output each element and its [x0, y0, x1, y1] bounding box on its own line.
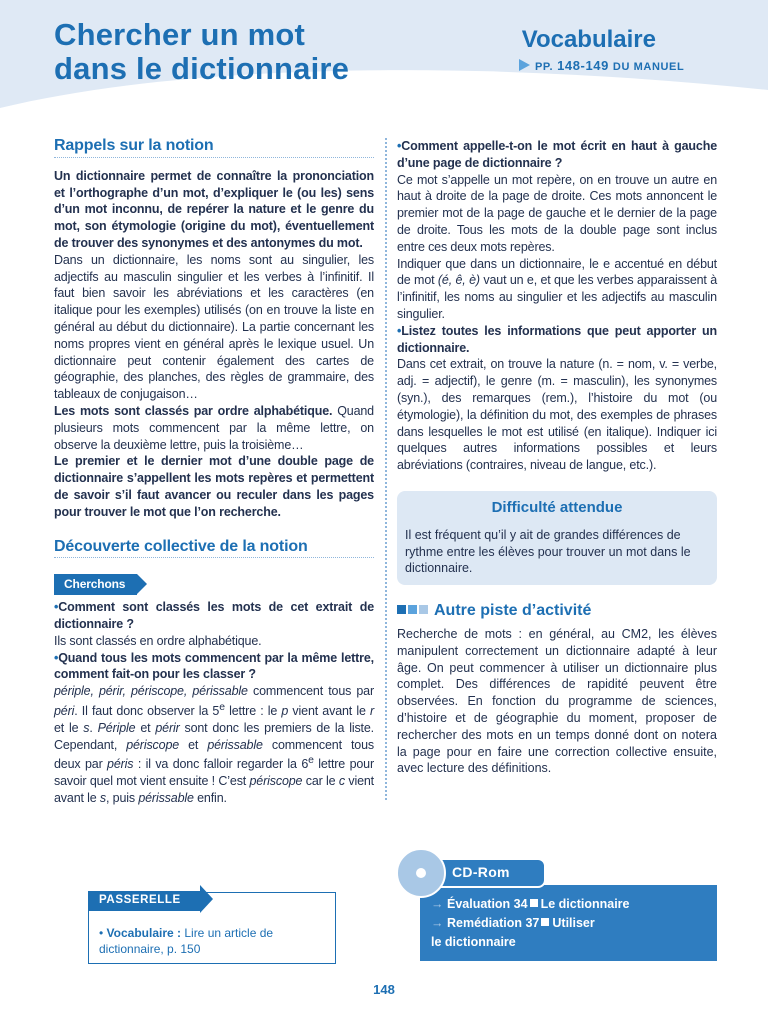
a2-peri: péri: [54, 704, 75, 719]
rappels-alpha-text: Quand plusieurs mots commencent par la même lettre, on observe la deuxième lettre, puis la troisième…: [54, 403, 374, 452]
a2-t9: et: [179, 737, 208, 752]
answer-3-p2: [397, 256, 717, 323]
question-4: [397, 323, 717, 357]
a3-p2-t2: vaut un e, et que les verbes apparaissent à l’infinitif, les noms au singulier et les adjectifs au masculin singulier.: [397, 273, 718, 321]
passerelle-bold: Vocabulaire :: [106, 926, 182, 940]
cdrom-line2-b: Utiliser: [552, 916, 595, 930]
cdrom-label: CD-Rom: [452, 864, 510, 880]
question-1-text: Comment sont classés les mots de cet extrait de dictionnaire ?: [54, 600, 374, 631]
bullet-icon: •: [397, 323, 402, 338]
bullet-icon: •: [54, 650, 59, 665]
rappels-paragraph: Dans un dictionnaire, les noms sont au singulier, les adjectifs au masculin singulier et les verbes à l’infinitif. Il faut bien savoir les abréviations et les caractères (en italique pour les exemples) utilisés (on en trouve la liste en général au début du dictionnaire). La partie concernant les noms propres vient en général après le lexique usuel. Un dictionnaire peut contenir également des cartes de géographie, des planches, des règles de grammaire, des tableaux de conjugaison…: [54, 252, 374, 402]
answer-4: Dans cet extrait, on trouve la nature (n. = nom, v. = verbe, adj. = adjectif), le genre (m. = masculin), les synonymes (syn.), des remarques (rem.), l’histoire du mot (ou étymologie), la définition du mot, des exemples de phrases dans lesquelles le mot est utilisé (en italique). Indiquer ici quelques autres informations possibles et leurs abréviations (contraires, niveau de langue, etc.).: [397, 357, 717, 473]
difficulty-title: Difficulté attendue: [491, 499, 623, 516]
a2-s: s: [83, 720, 90, 735]
a2-perissable2: périssable: [138, 791, 194, 806]
cdrom-line1-b: Le dictionnaire: [540, 897, 630, 911]
decouverte-heading: Découverte collective de la notion: [54, 539, 374, 559]
page-number: 148: [373, 982, 395, 997]
page-title: [54, 18, 349, 86]
left-column: [54, 138, 374, 807]
bullet-icon: •: [397, 139, 402, 153]
a2-t2: . Il faut donc observer la 5: [74, 704, 220, 719]
pages-range: 148-149: [557, 58, 609, 73]
passerelle-text: • Vocabulaire : Lire un article de dictionnaire, p. 150: [99, 926, 274, 956]
passerelle-box: [88, 892, 336, 964]
arrow-icon: [200, 885, 213, 913]
arrow-right-icon: →: [431, 897, 444, 911]
question-1: [54, 599, 374, 633]
page-title-line2: dans le dictionnaire: [54, 51, 350, 86]
question-3: [397, 138, 717, 172]
a2-periscope: périscope: [126, 737, 180, 752]
answer-3-p1: Ce mot s’appelle un mot repère, on en trouve un autre en haut à droite de la page de droite. Ces mots annoncent le premier mot de la page de gauche et le dernier de la page de droite. Tous les mots de la double page sont inclus entre ces deux mots repères.: [397, 172, 717, 254]
rappels-intro: Un dictionnaire permet de connaître la prononciation et l’orthographe d’un mot, d’expliquer le (ou les) sens d’un mot inconnu, de repérer la nature et le genre du mot, son étymologie (origine du mot), éventuellement de trouver des synonymes et des antonymes du mot.: [54, 168, 374, 250]
a2-perir: périr: [155, 720, 180, 735]
a2-t10: commencent tous deux par: [54, 737, 374, 772]
cdrom-line-3: le dictionnaire: [431, 935, 516, 949]
a2-peris: péris: [107, 757, 134, 772]
a2-t4: vient avant le: [288, 704, 370, 719]
a2-t15: , puis: [106, 791, 139, 806]
difficulty-box: [397, 491, 717, 585]
passerelle-link-text: Lire un article de dictionnaire, p. 150: [99, 926, 274, 956]
a2-s2: s: [99, 791, 107, 806]
right-column: [397, 138, 717, 474]
rappels-reperes: Le premier et le dernier mot d’une double page de dictionnaire s’appellent les mots repères et permettent de savoir s’il faut avancer ou reculer dans les pages pour trouver le mot que l’on recherche.: [54, 454, 374, 519]
a2-sup2: e: [308, 755, 314, 767]
a2-perissable: périssable: [207, 737, 263, 752]
bullet-icon: •: [54, 600, 59, 615]
question-4-text: Listez toutes les informations que peut apporter un dictionnaire.: [397, 323, 717, 355]
square-icon: [541, 918, 549, 926]
a2-words: périple, périr, périscope, périssable: [54, 684, 248, 699]
page-title-line1: Chercher un mot: [54, 17, 306, 52]
cdrom-line-1: [431, 897, 629, 911]
a2-periscope2: périscope: [249, 774, 303, 789]
a2-t1: commencent tous par: [247, 684, 374, 699]
a2-t3: lettre : le: [224, 704, 282, 719]
a2-t6: .: [89, 720, 98, 735]
a2-t16: enfin.: [193, 791, 227, 806]
column-divider: [385, 138, 387, 800]
question-3-text: Comment appelle-t-on le mot écrit en haut à gauche d’une page de dictionnaire ?: [397, 139, 717, 170]
cd-disc-icon: [396, 848, 446, 898]
square-icon: [397, 605, 406, 614]
cdrom-line2-a: Remédiation 37: [446, 916, 540, 930]
other-activity-title: [397, 602, 591, 620]
square-icon: [530, 899, 538, 907]
a3-p2-t1: Indiquer que dans un dictionnaire, le e accentué en début de mot: [397, 256, 717, 288]
a2-p: p: [281, 704, 289, 719]
other-activity-text: Recherche de mots : en général, au CM2, les élèves manipulent correctement un dictionnaire adapté à leur âge. On peut commencer à utiliser un dictionnaire plus complet. Des différences de rapidité peuvent être observées. En fonction du programme de sciences, d’histoire et de géographie du moment, proposer de rechercher des mots en un temps donné dont on notera la page pour en faire une correction collective ensuite, avec lecture des définitions.: [397, 627, 717, 776]
difficulty-text: Il est fréquent qu’il y ait de grandes différences de rythme entre les élèves pour trouver un mot dans le dictionnaire.: [405, 528, 691, 575]
rappels-alpha-paragraph: [54, 403, 374, 453]
pages-prefix: PP.: [535, 61, 554, 73]
other-activity-title-text: Autre piste d’activité: [434, 602, 592, 619]
cherchons-chip: Cherchons: [54, 574, 137, 595]
a2-r: r: [370, 704, 375, 719]
pages-reference: [519, 58, 684, 73]
a2-t5: et le: [54, 720, 84, 735]
square-icon: [408, 605, 417, 614]
cdrom-line-2: [431, 916, 595, 930]
answer-1: Ils sont classés en ordre alphabétique.: [54, 633, 262, 648]
section-tag: Vocabulaire: [521, 26, 656, 53]
answer-2: [54, 683, 374, 807]
a2-t12: lettre pour savoir quel mot vient ensuite ! C’est: [54, 757, 374, 789]
a2-sup: e: [219, 701, 225, 713]
a2-t14: vient avant le: [54, 774, 375, 806]
a2-t8: sont donc les premiers de la liste. Cependant,: [54, 720, 374, 752]
a2-t7: et: [135, 720, 156, 735]
question-2: [54, 650, 374, 684]
arrow-right-icon: →: [431, 916, 444, 930]
pages-suffix: DU MANUEL: [612, 61, 685, 73]
a2-t11: : il va donc falloir regarder la 6: [133, 757, 309, 772]
question-2-text: Quand tous les mots commencent par la même lettre, comment fait-on pour les classer ?: [54, 650, 374, 682]
passerelle-label: PASSERELLE: [88, 891, 200, 911]
a2-t13: car le: [302, 774, 339, 789]
rappels-alpha-bold: Les mots sont classés par ordre alphabétique.: [54, 403, 333, 418]
a2-c: c: [338, 774, 345, 789]
a2-periple: Périple: [97, 720, 136, 735]
triangle-icon: [519, 59, 530, 71]
square-icon: [419, 605, 428, 614]
cdrom-line1-a: Évaluation 34: [446, 897, 528, 911]
rappels-heading: Rappels sur la notion: [54, 138, 374, 158]
a3-p2-accents: (é, ê, è): [437, 273, 480, 288]
